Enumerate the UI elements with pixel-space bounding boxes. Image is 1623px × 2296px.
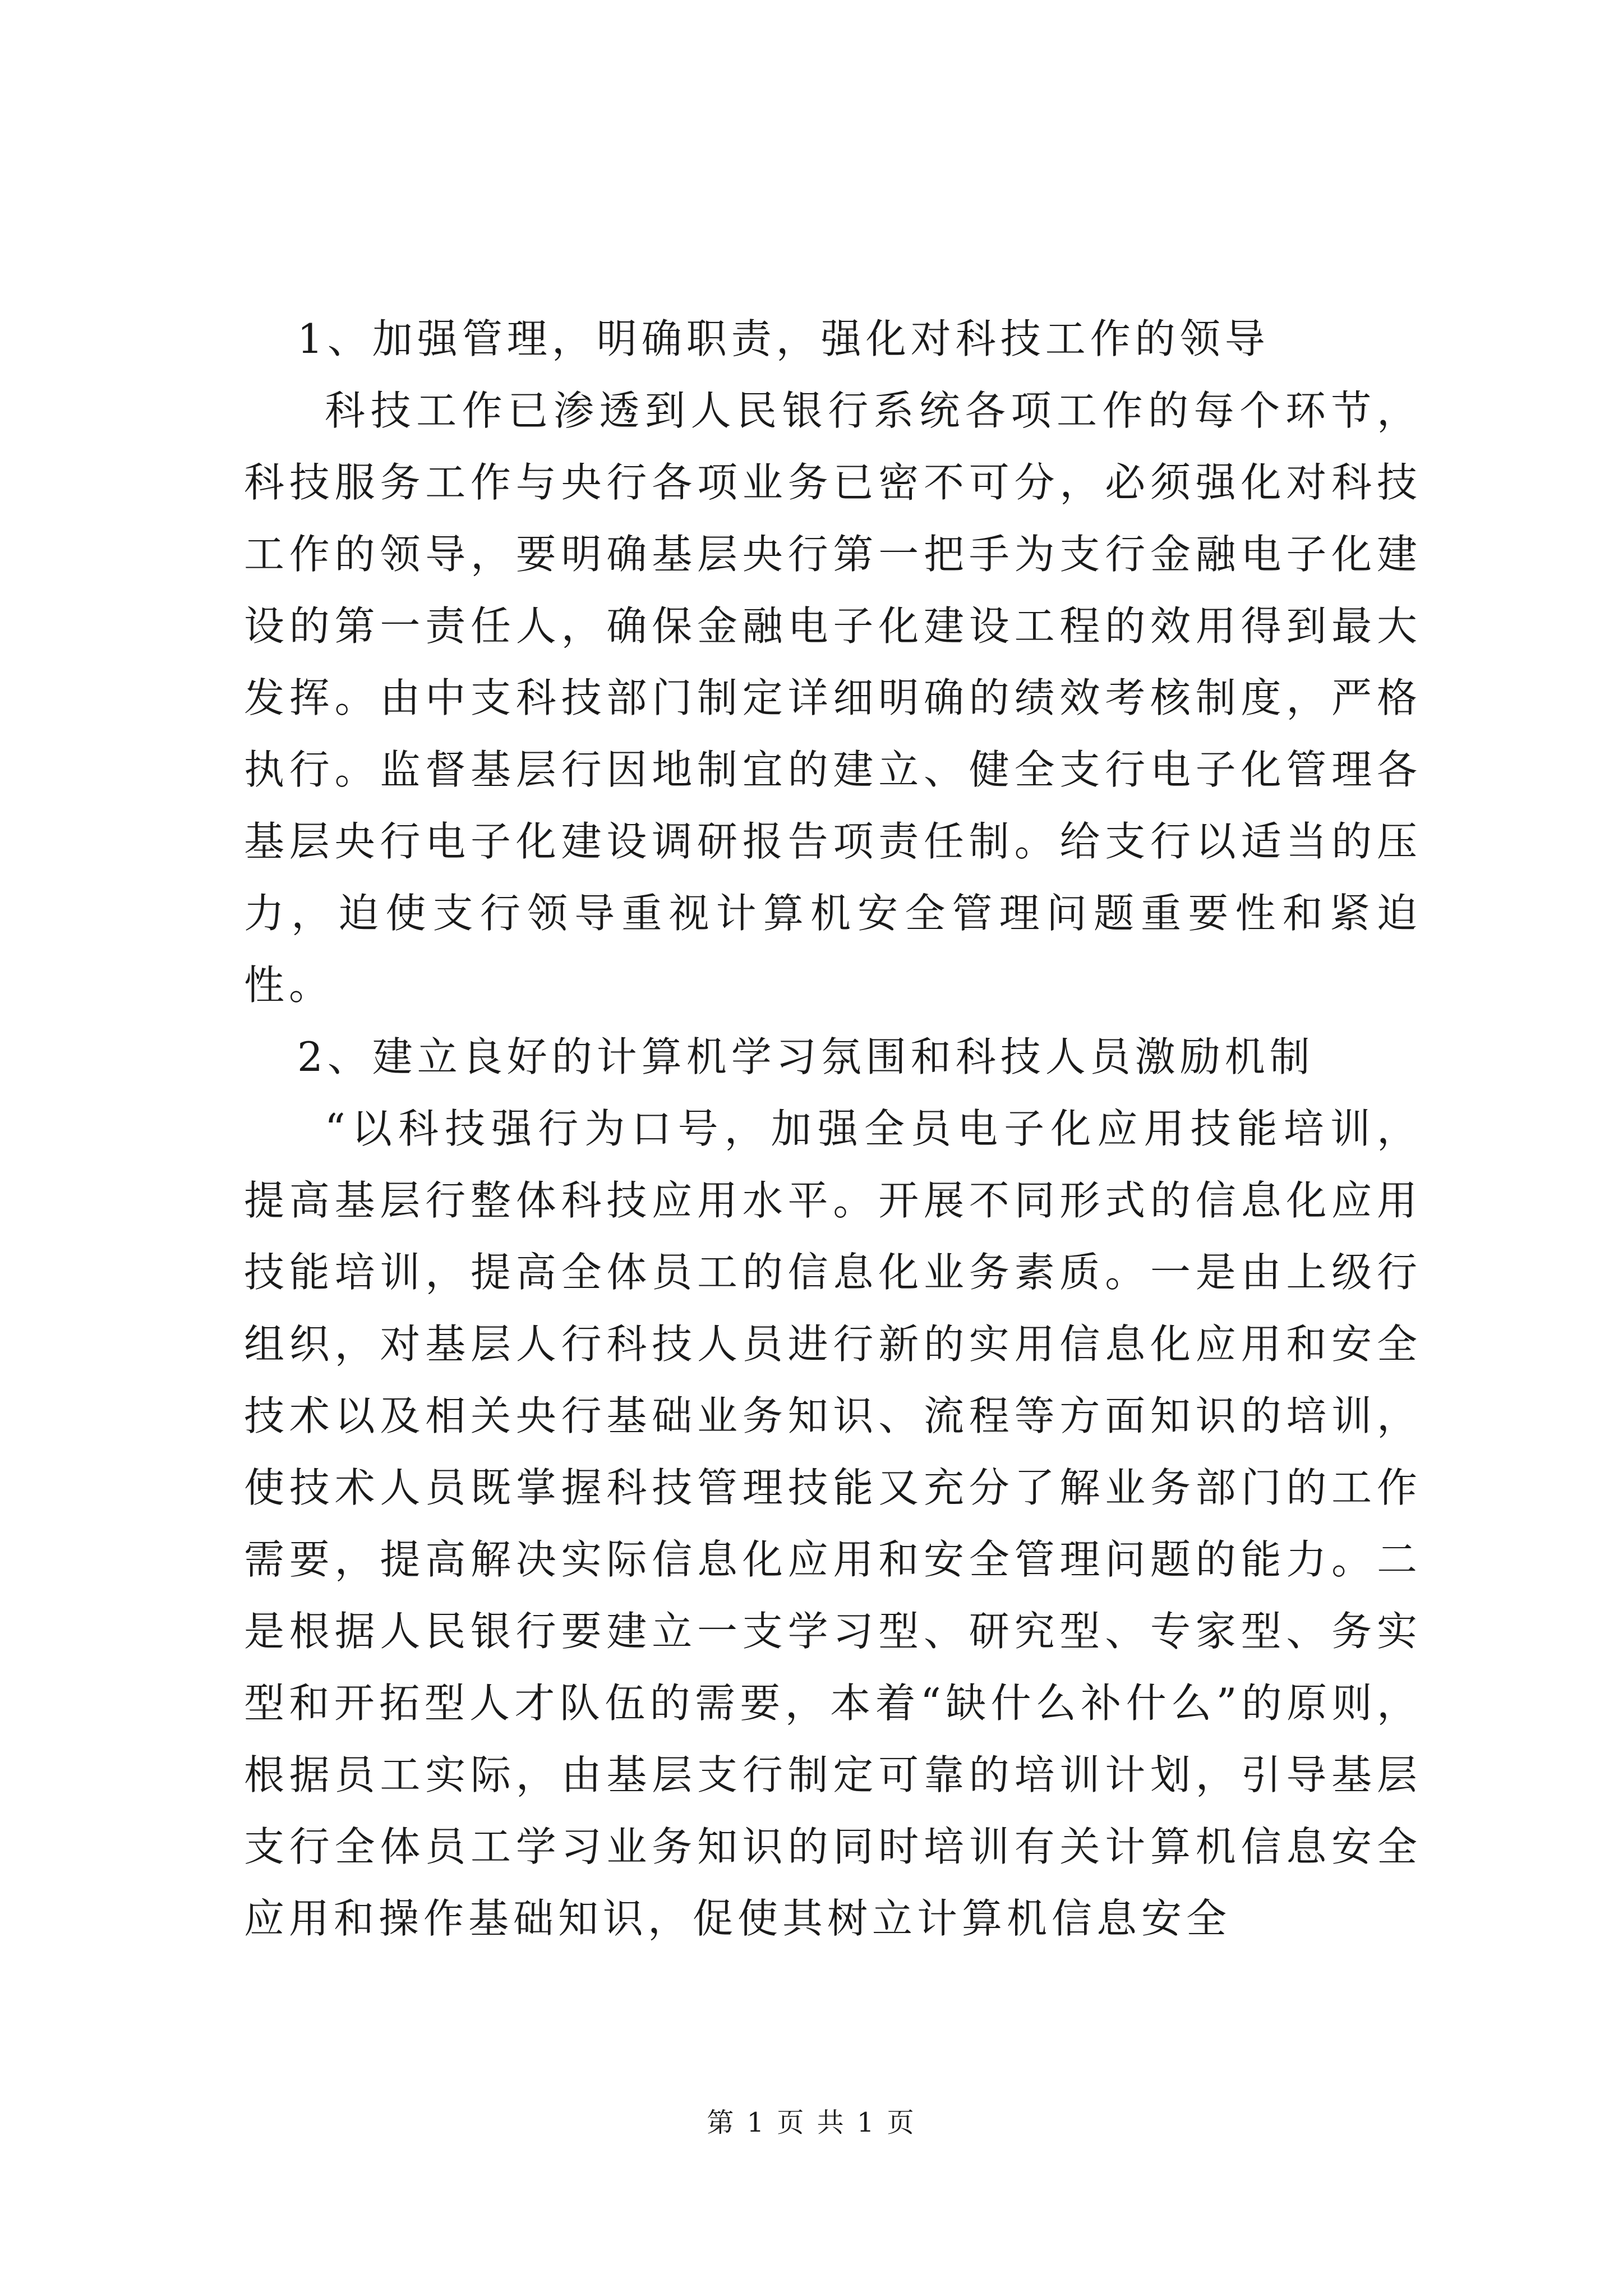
section-2-heading: 2、建立良好的计算机学习氛围和科技人员激励机制 bbox=[297, 1033, 1315, 1080]
page-footer: 第 1 页 共 1 页 bbox=[707, 2107, 916, 2138]
section-2-paragraph: “以科技强行为口号，加强全员电子化应用技能培训，提高基层行整体科技应用水平。开展不同形式的信息化应用技能培训，提高全体员工的信息化业务素质。一是由上级行组织，对基层人行科技人员进行新的实用信息化应用和安全技术以及相关央行基础业务知识、流程等方面知识的培训，使技术人员既掌握科技管理技能又充分了解业务部门的工作需要，提高解决实际信息化应用和安全管理问题的能力。二是根据人民银行要建立一支学习型、研究型、专家型、务实型和开拓型人才队伍的需要，本着“缺什么补什么”的原则，根据员工实际，由基层支行制定可靠的培训计划，引导基层支行全体员工学习业务知识的同时培训有关计算机信息安全应用和操作基础知识，促使其树立计算机信息安全 bbox=[244, 1105, 1422, 1942]
section-1-heading: 1、加强管理，明确职责，强化对科技工作的领导 bbox=[297, 315, 1270, 362]
document-body bbox=[244, 303, 1422, 1954]
section-1-paragraph: 科技工作已渗透到人民银行系统各项工作的每个环节，科技服务工作与央行各项业务已密不可分，必须强化对科技工作的领导，要明确基层央行第一把手为支行金融电子化建设的第一责任人，确保金融电子化建设工程的效用得到最大发挥。由中支科技部门制定详细明确的绩效考核制度，严格执行。监督基层行因地制宜的建立、健全支行电子化管理各基层央行电子化建设调研报告项责任制。给支行以适当的压力，迫使支行领导重视计算机安全管理问题重要性和紧迫性。 bbox=[244, 387, 1422, 1009]
